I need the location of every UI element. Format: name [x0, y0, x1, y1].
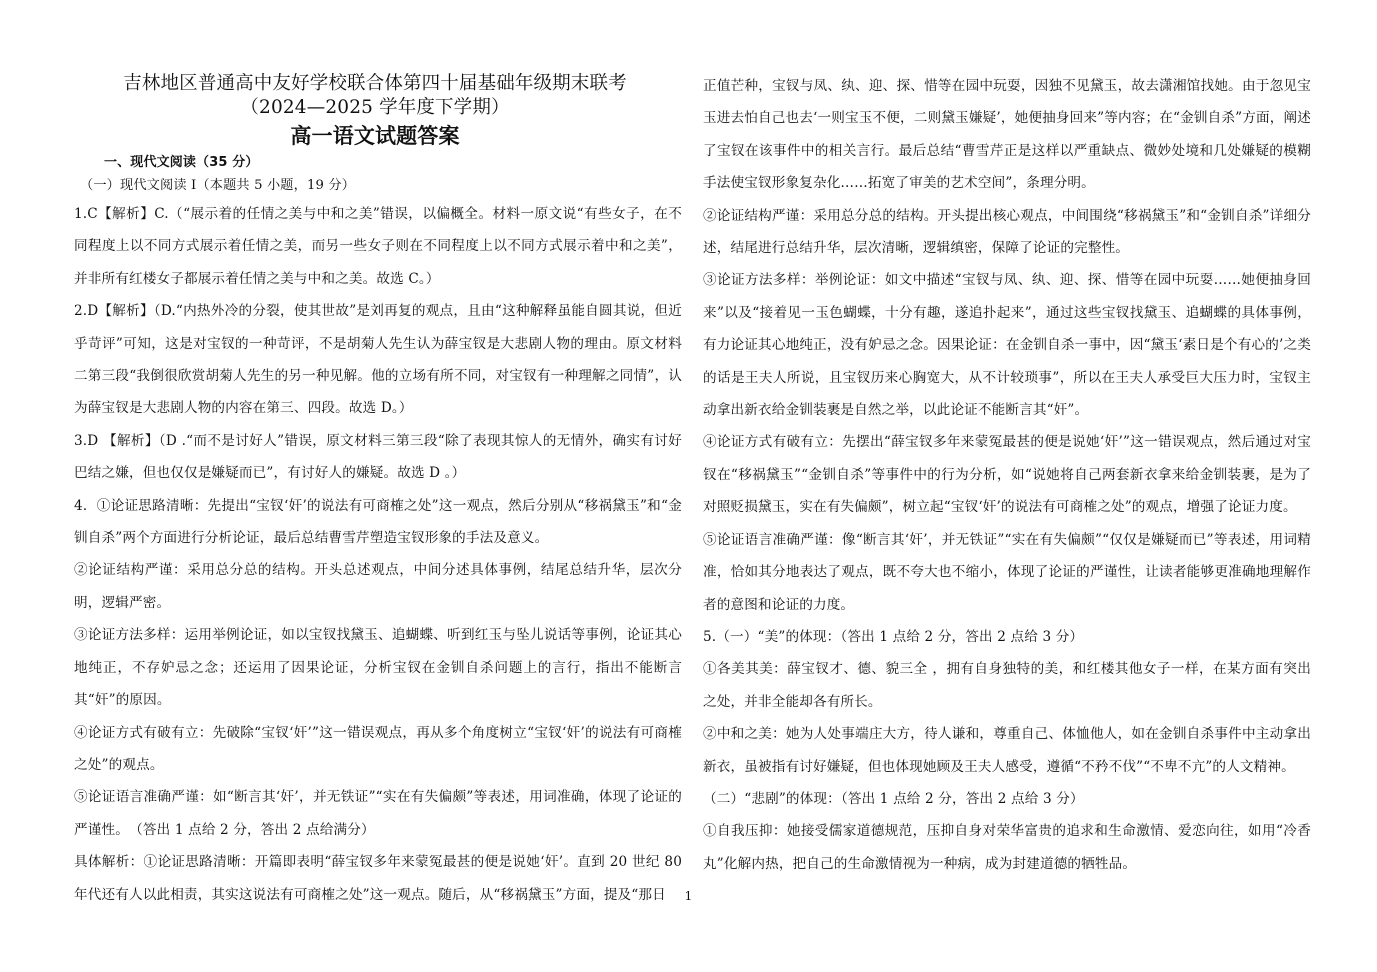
- answer-paragraph: （二）“悲剧”的体现：（答出 1 点给 2 分，答出 2 点给 3 分）: [703, 790, 1084, 807]
- answer-paragraph: ①各美其美：薛宝钗才、德、貌三全 ，拥有自身独特的美，和红楼其他女子一样，在某方面有突出之处，并非全能却各有所长。: [703, 661, 1311, 710]
- answer-paragraph: ④论证方式有破有立：先破除“宝钗‘奸’”这一错误观点，再从多个角度树立“宝钗‘奸’的说法有可商榷之处”的观点。: [74, 724, 682, 773]
- answer-paragraph: ⑤论证语言准确严谨：如“断言其‘奸’，并无铁证”“实在有失偏颇”等表述，用词准确，体现了论证的严谨性。 （答出 1 点给 2 分，答出 2 点给满分）: [74, 789, 682, 838]
- left-column: [74, 70, 682, 911]
- answer-paragraph: ①自我压抑：她接受儒家道德规范，压抑自身对荣华富贵的追求和生命激情、爱恋向往，如用“冷香丸”化解内热，把自己的生命激情视为一种病，成为封建道德的牺牲品。: [703, 823, 1311, 872]
- answer-paragraph: ⑤论证语言准确严谨：像“断言其‘奸’，并无铁证”“实在有失偏颇”“仅仅是嫌疑而已”等表述，用词精准，恰如其分地表达了观点，既不夸大也不缩小，体现了论证的严谨性，让读者能够更准确地理解作者的意图和论证的力度。: [703, 531, 1311, 613]
- answer-paragraph: ③论证方法多样：举例论证：如文中描述“宝钗与凤、纨、迎、探、惜等在园中玩耍……她便抽身回来”以及“接着见一玉色蝴蝶，十分有趣，遂追扑起来”，通过这些宝钗找黛玉、追蝴蝶的具体事例，有力论证其心地纯正，没有妒忌之念。因果论证：在金钏自杀一事中，因“黛玉‘素日是个有心的’之类的话是王夫人所说，且宝钗历来心胸宽大，从不计较琐事”，所以在王夫人承受巨大压力时，宝钗主动拿出新衣给金钏装裹是自然之举，以此论证不能断言其“奸”。: [703, 272, 1311, 419]
- answer-paragraph: 3.D 【解析】（D .“而不是讨好人”错误，原文材料三第三段“除了表现其惊人的无情外，确实有讨好巴结之嫌，但也仅仅是嫌疑而已”，有讨好人的嫌疑。故选 D 。）: [74, 432, 682, 482]
- answer-paragraph: 5.（一）“美”的体现：（答出 1 点给 2 分，答出 2 点给 3 分）: [703, 628, 1084, 645]
- answer-paragraph: 1.C【解析】C.（“展示着的任情之美与中和之美”错误，以偏概全。材料一原文说“有些女子，在不同程度上以不同方式展示着任情之美，而另一些女子则在不同程度上以不同方式展示着中和之美”，并非所有红楼女子都展示着任情之美与中和之美。故选 C。）: [74, 206, 682, 287]
- answer-paragraph: 正值芒种，宝钗与凤、纨、迎、探、惜等在园中玩耍，因独不见黛玉，故去潇湘馆找她。由于忽见宝玉进去怕自己也去‘一则宝玉不便，二则黛玉嫌疑’，她便抽身回来”等内容；在“金钏自杀”方面，阐述了宝钗在该事件中的相关言行。最后总结“曹雪芹正是这样以严重缺点、微妙处境和几处嫌疑的模糊手法使宝钗形象复杂化……拓宽了审美的艺术空间”，条理分明。: [703, 78, 1311, 192]
- answer-paragraph: 4．①论证思路清晰：先提出“宝钗‘奸’的说法有可商榷之处”这一观点，然后分别从“移祸黛玉”和“金钏自杀”两个方面进行分析论证，最后总结曹雪芹塑造宝钗形象的手法及意义。: [74, 497, 682, 547]
- answer-paragraph: ③论证方法多样：运用举例论证，如以宝钗找黛玉、追蝴蝶、听到红玉与坠儿说话等事例，论证其心地纯正，不存妒忌之念；还运用了因果论证，分析宝钗在金钏自杀问题上的言行，指出不能断言其“奸”的原因。: [74, 627, 682, 709]
- page-number: 1: [684, 889, 693, 903]
- subsection-heading: （一）现代文阅读 I（本题共 5 小题，19 分）: [80, 178, 356, 193]
- exam-title: 吉林地区普通高中友好学校联合体第四十届基础年级期末联考: [123, 73, 627, 94]
- answer-paragraph: 具体解析：①论证思路清晰：开篇即表明“薛宝钗多年来蒙冤最甚的便是说她‘奸’。直到 20 世纪 80 年代还有人以此相责，其实这说法有可商榷之处”这一观点。随后，从“移祸黛玉”方面，提及“那日: [74, 854, 682, 903]
- right-column: [703, 70, 1311, 880]
- page-title: 高一语文试题答案: [290, 124, 460, 148]
- answer-paragraph: ②论证结构严谨：采用总分总的结构。开头提出核心观点，中间围绕“移祸黛玉”和“金钏自杀”详细分述，结尾进行总结升华，层次清晰，逻辑缜密，保障了论证的完整性。: [703, 207, 1311, 257]
- title-block: [68, 72, 682, 152]
- answer-paragraph: ②论证结构严谨：采用总分总的结构。开头总述观点，中间分述具体事例，结尾总结升华，层次分明，逻辑严密。: [74, 562, 682, 611]
- school-year: （2024—2025 学年度下学期）: [240, 97, 510, 118]
- section-heading: 一、现代文阅读（35 分）: [104, 155, 259, 170]
- answer-paragraph: 2.D【解析】（D.“内热外冷的分裂，使其世故”是刘再复的观点，且由“这种解释虽能自圆其说，但近乎苛评”可知，这是对宝钗的一种苛评，不是胡菊人先生认为薛宝钗是大悲剧人物的理由。原文材料二第三段“我倒很欣赏胡菊人先生的另一种见解。他的立场有所不同，对宝钗有一种理解之同情”，认为薛宝钗是大悲剧人物的内容在第三、四段。故选 D。）: [74, 303, 682, 417]
- answer-paragraph: ④论证方式有破有立：先摆出“薛宝钗多年来蒙冤最甚的便是说她‘奸’”这一错误观点，然后通过对宝钗在“移祸黛玉”“金钏自杀”等事件中的行为分析，如“说她将自己两套新衣拿来给金钏装裹，是为了对照贬损黛玉，实在有失偏颇”，树立起“宝钗‘奸’的说法有可商榷之处”的观点，增强了论证力度。: [703, 434, 1311, 516]
- answer-paragraph: ②中和之美：她为人处事端庄大方，待人谦和，尊重自己、体恤他人，如在金钏自杀事件中主动拿出新衣，虽被指有讨好嫌疑，但也体现她顾及王夫人感受，遵循“不矜不伐”“不卑不亢”的人文精神。: [703, 726, 1311, 775]
